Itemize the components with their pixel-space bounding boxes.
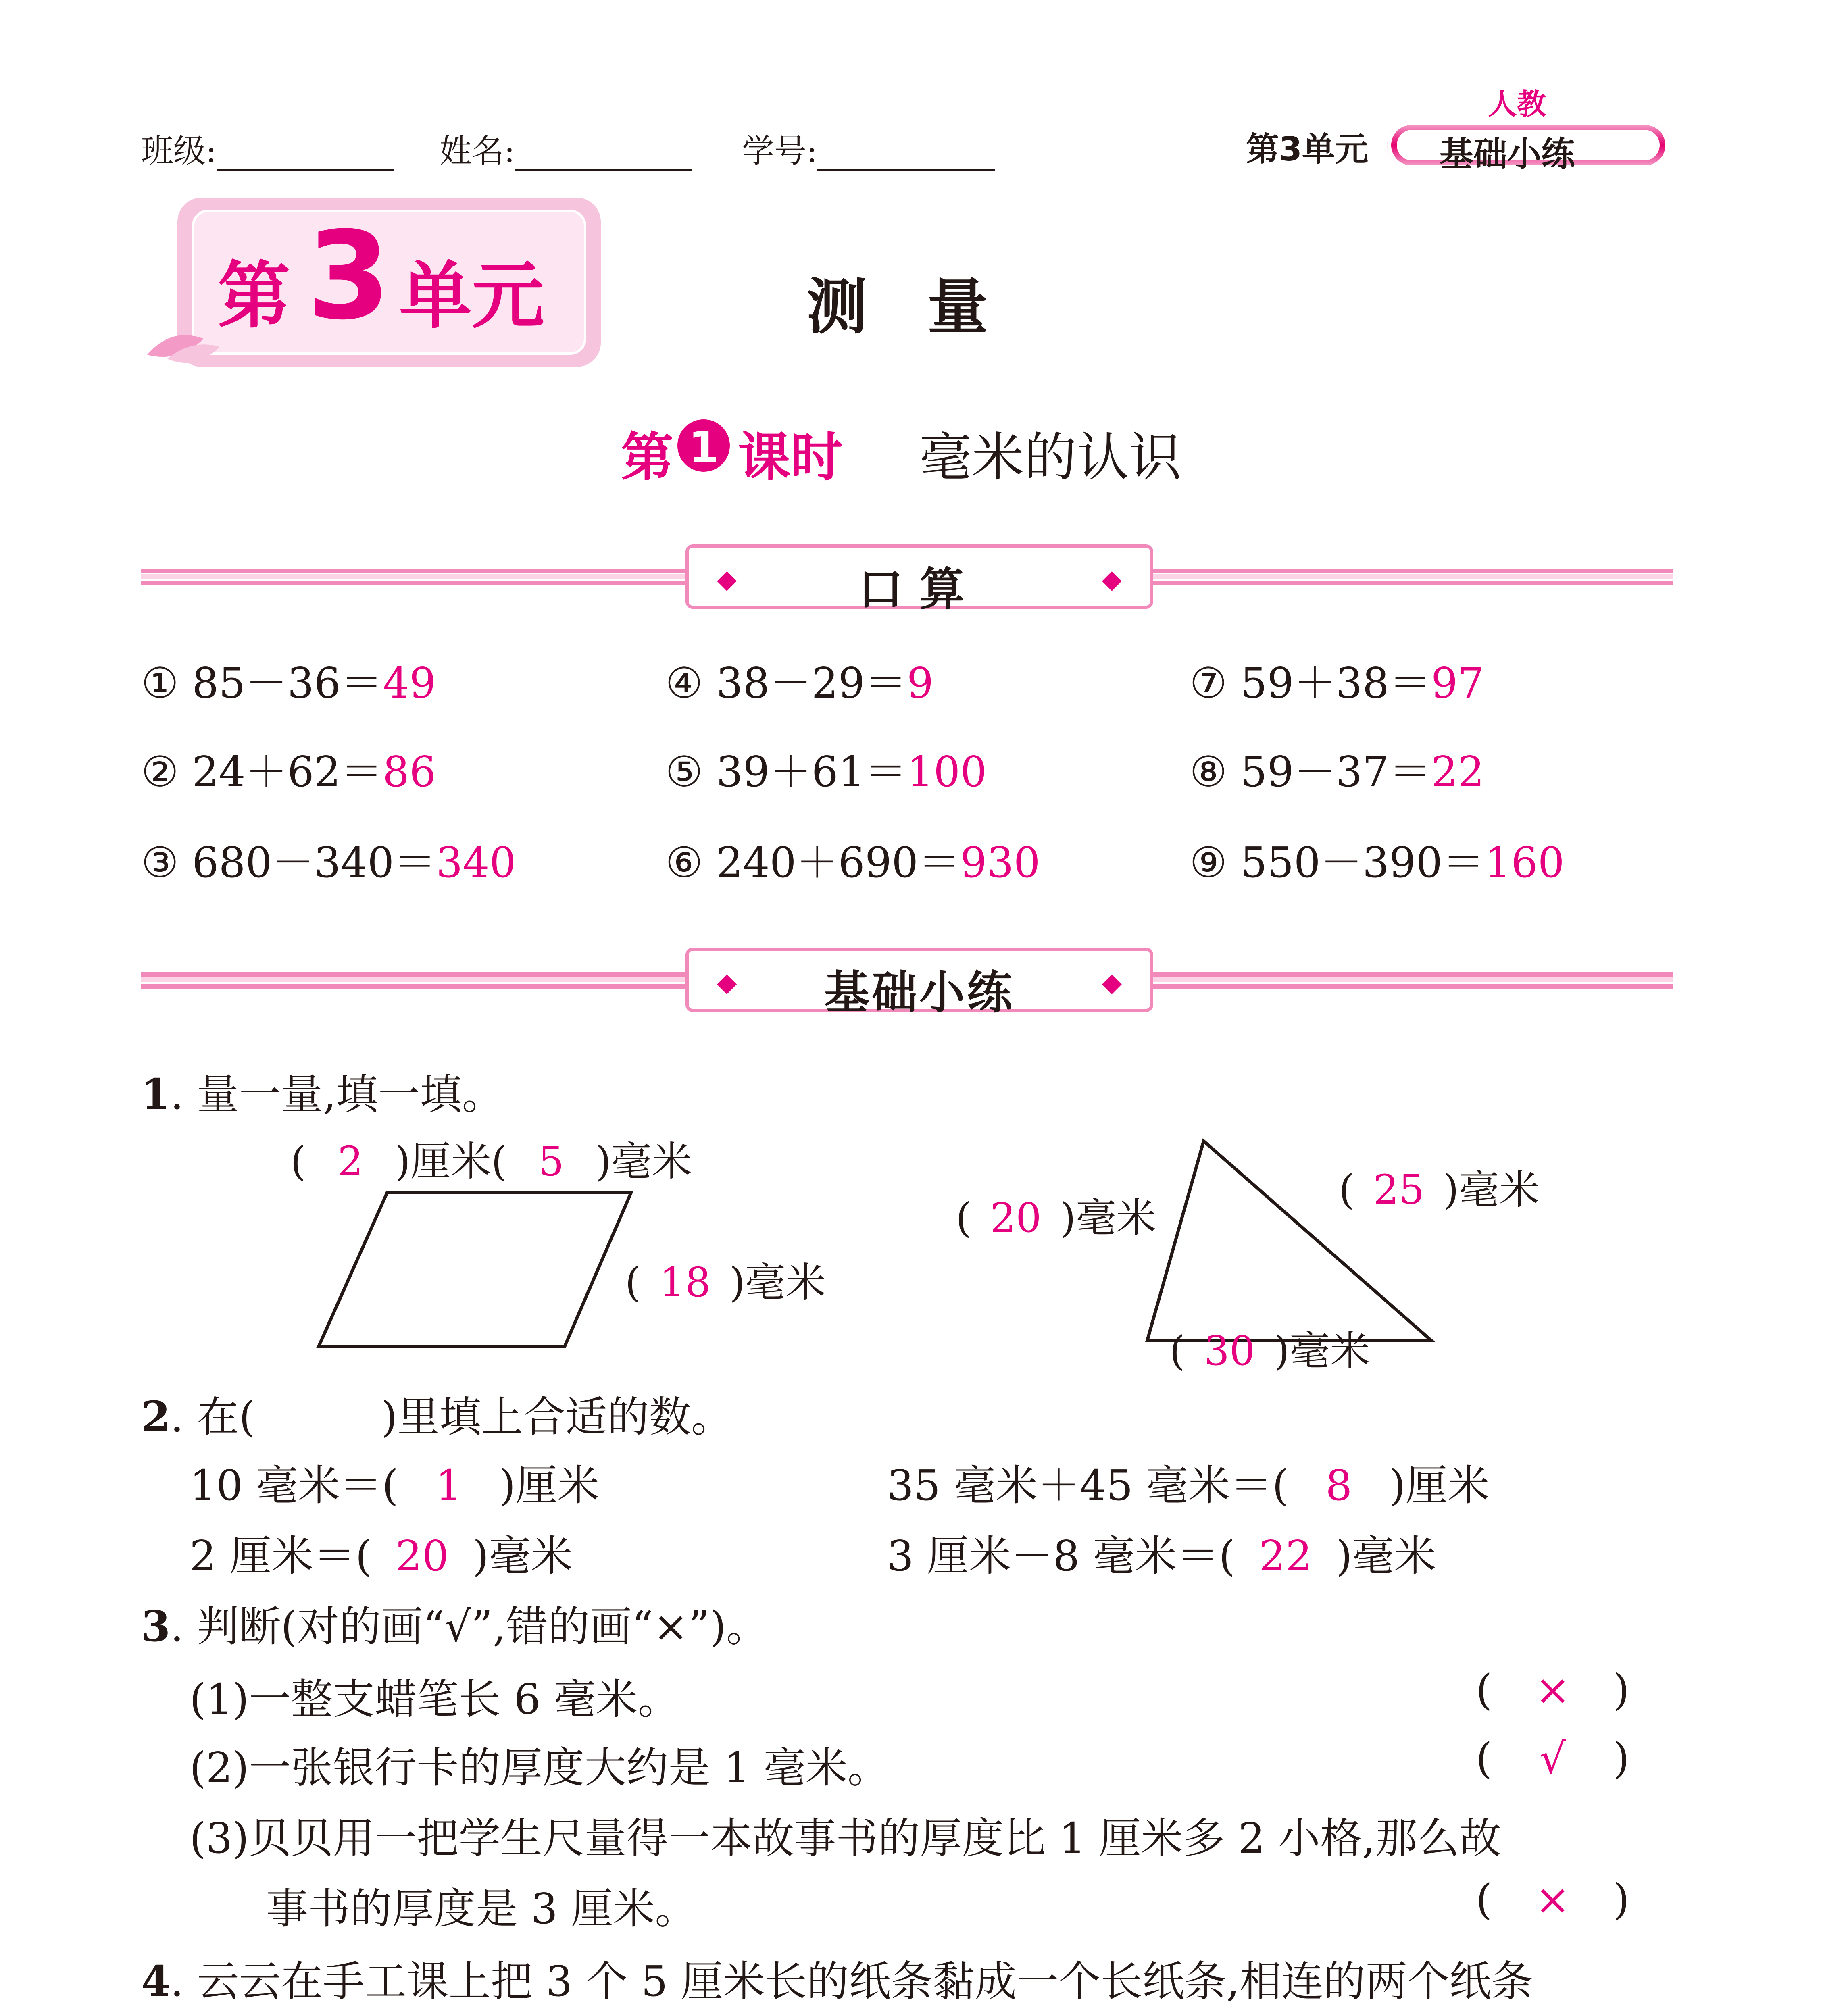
lesson-title: 毫米的认识	[919, 427, 1182, 488]
q1-tri-left: ( 20 )毫米	[956, 1194, 1157, 1241]
q3-answer-box[interactable]: ( × )	[1476, 1875, 1630, 1924]
q2-item: 2 厘米＝( 20 )毫米	[190, 1531, 573, 1581]
diamond-icon: ◆	[717, 968, 737, 998]
q1-para-side: ( 18 )毫米	[625, 1259, 826, 1306]
lesson-prefix: 第	[621, 427, 674, 488]
mental-item: ① 85－36＝49	[141, 658, 436, 708]
class-field	[141, 125, 394, 171]
section-title-mental: 口算	[858, 563, 981, 616]
unit-ref: 第3单元	[1246, 130, 1369, 169]
class-blank[interactable]	[217, 141, 394, 171]
q1-tri-bottom: ( 30 )毫米	[1169, 1327, 1371, 1375]
q2-item: 35 毫米＋45 毫米＝( 8 )厘米	[887, 1461, 1490, 1510]
mental-item: ⑨ 550－390＝160	[1190, 838, 1565, 887]
unit-badge-prefix: 第	[218, 254, 291, 338]
lesson-suffix: 课时	[738, 427, 843, 488]
q3-item-1: (1)一整支蜡笔长 6 毫米。	[190, 1674, 680, 1724]
lesson-number: 1	[688, 423, 719, 473]
mental-item: ⑥ 240＋690＝930	[665, 838, 1040, 887]
q1-prompt: 1. 量一量,填一填。	[141, 1069, 504, 1119]
section-title-basic: 基础小练	[824, 966, 1015, 1019]
section-header-basic	[685, 948, 1153, 1019]
q2-item: 10 毫米＝( 1 )厘米	[190, 1461, 600, 1510]
mental-item: ⑧ 59－37＝22	[1190, 747, 1485, 796]
diamond-icon: ◆	[717, 564, 737, 594]
q2-item: 3 厘米－8 毫米＝( 22 )毫米	[887, 1531, 1436, 1581]
q2-prompt: 2. 在( )里填上合适的数。	[141, 1392, 733, 1441]
leaf-icon	[143, 323, 224, 371]
mental-item: ④ 38－29＝9	[665, 658, 934, 708]
name-field	[440, 125, 692, 171]
mental-item: ⑦ 59＋38＝97	[1190, 658, 1485, 708]
id-label: 学号:	[742, 132, 817, 170]
brand-top: 人教	[1488, 87, 1546, 121]
diamond-icon: ◆	[1102, 564, 1122, 594]
unit-badge-number: 3	[306, 206, 391, 346]
parallelogram-figure	[315, 1189, 637, 1351]
q3-prompt: 3. 判断(对的画“√”,错的画“×”)。	[141, 1602, 768, 1651]
q3-item-3: (3)贝贝用一把学生尺量得一本故事书的厚度比 1 厘米多 2 小格,那么故	[190, 1814, 1501, 1863]
q1-para-top: ( 2 )厘米( 5 )毫米	[290, 1138, 692, 1185]
section-header-mental	[685, 544, 1153, 616]
unit-title: 测 量	[806, 272, 988, 342]
lesson-number-circle	[677, 419, 730, 472]
id-field	[742, 125, 995, 171]
mental-item: ② 24＋62＝86	[141, 747, 436, 796]
brand-main: 基础小练	[1440, 134, 1575, 174]
name-blank[interactable]	[515, 141, 692, 171]
unit-badge-suffix: 单元	[399, 254, 545, 338]
q3-answer-box[interactable]: ( √ )	[1476, 1734, 1630, 1783]
q3-item-3-cont: 事书的厚度是 3 厘米。	[266, 1884, 697, 1933]
q1-tri-right: ( 25 )毫米	[1339, 1166, 1540, 1213]
class-label: 班级:	[141, 132, 217, 170]
q3-item-2: (2)一张银行卡的厚度大约是 1 毫米。	[190, 1743, 890, 1792]
mental-item: ③ 680－340＝340	[141, 838, 516, 887]
q3-answer-box[interactable]: ( × )	[1476, 1665, 1630, 1714]
mental-item: ⑤ 39＋61＝100	[665, 747, 987, 796]
name-label: 姓名:	[440, 132, 515, 170]
id-blank[interactable]	[817, 141, 995, 171]
diamond-icon: ◆	[1102, 968, 1122, 998]
q4-prompt: 4. 云云在手工课上把 3 个 5 厘米长的纸条黏成一个长纸条,相连的两个纸条	[141, 1956, 1533, 2006]
